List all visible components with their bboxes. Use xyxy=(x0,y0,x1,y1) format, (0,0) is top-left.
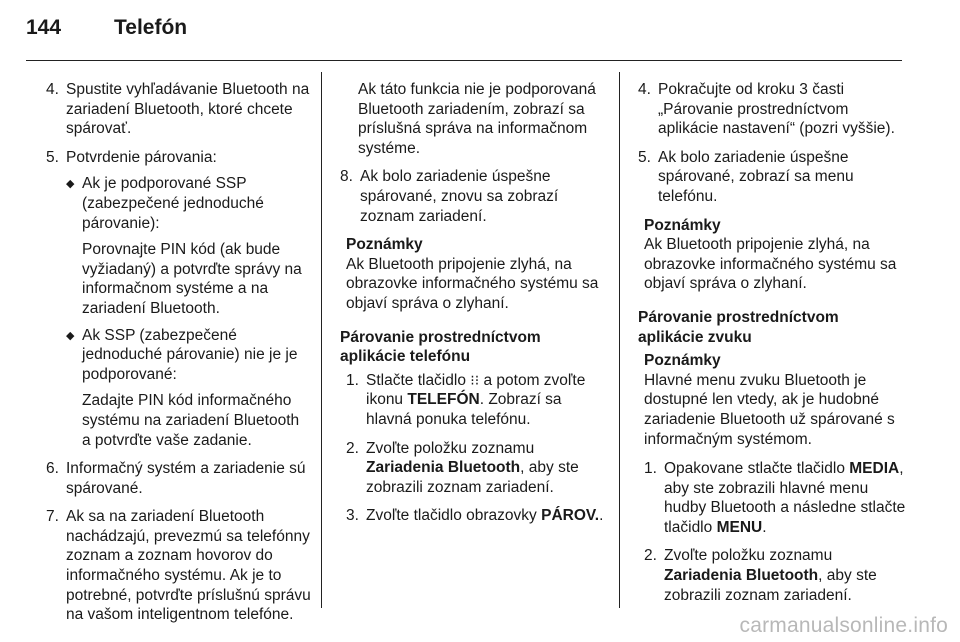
audio-step-2: 2. Zvoľte položku zoznamu Zariadenia Bluetooth, aby ste zobrazili zoznam zariadení. xyxy=(644,547,877,604)
section-title-phone-app: Párovanie prostredníctvom aplikácie telefónu xyxy=(340,328,541,366)
page-header xyxy=(26,18,187,48)
section-title-audio-app: Párovanie prostredníctvom aplikácie zvuku xyxy=(638,308,839,346)
step-7: 7. Ak sa na zariadení Bluetooth nachádzajú, prevezmú sa telefónny zoznam a zoznam hovorov do informačného systému. Ak je to potrebné, potvrďte príslušnú správu na vašom inteligentnom telefóne. xyxy=(46,508,311,624)
column-2 xyxy=(340,80,608,535)
column-divider-1 xyxy=(321,72,322,608)
step-6: 6. Informačný systém a zariadenie sú spárované. xyxy=(46,460,306,497)
home-grid-icon: ⁝⁝ xyxy=(470,371,480,388)
phone-step-2: 2. Zvoľte položku zoznamu Zariadenia Bluetooth, aby ste zobrazili zoznam zariadení. xyxy=(346,439,579,496)
audio-step-1: 1. Opakovane stlačte tlačidlo MEDIA, aby ste zobrazili hlavné menu hudby Bluetooth a následne stlačte tlačidlo MENU. xyxy=(644,460,906,536)
diamond-bullet-icon: ◆ xyxy=(66,329,75,342)
column-3 xyxy=(638,80,906,614)
phone-step-3: 3. Zvoľte tlačidlo obrazovky PÁROV.. xyxy=(346,507,604,525)
header-rule xyxy=(26,60,902,61)
note-audio: Poznámky Hlavné menu zvuku Bluetooth je dostupné len vtedy, ak je hudobné zariadenie Bluetooth už spárované s informačným systémom. xyxy=(644,352,895,448)
bullet-ssp-supported: ◆ Ak je podporované SSP (zabezpečené jednoduché párovanie): Porovnajte PIN kód (ak bude vyžiadaný) a potvrďte správy na informačnom systéme a na zariadení Bluetooth. xyxy=(66,175,302,317)
column-1 xyxy=(46,80,312,634)
note: Poznámky Ak Bluetooth pripojenie zlyhá, na obrazovke informačného systému sa objaví správa o zlyhaní. xyxy=(644,216,897,293)
page-number: 144 xyxy=(26,16,62,39)
note: Poznámky Ak Bluetooth pripojenie zlyhá, na obrazovke informačného systému sa objaví správa o zlyhaní. xyxy=(346,236,599,312)
step-8: 8. Ak bolo zariadenie úspešne spárované, znovu sa zobrazí zoznam zariadení. xyxy=(340,168,559,225)
column-divider-2 xyxy=(619,72,620,608)
phone-step-5: 5. Ak bolo zariadenie úspešne spárované, zobrazí sa menu telefónu. xyxy=(638,148,854,205)
step-5: 5. Potvrdenie párovania: ◆ Ak je podporované SSP (zabezpečené jednoduché párovanie): Porovnajte PIN kód (ak bude vyžiadaný) a potvrďte správy na informačnom systéme a na zariadení Bluetooth. ◆ Ak SSP (zabezpečené jednoduché párovanie) nie je je podporované: Zadajte PIN kód informačného systému na zariadení Bluetooth a potvrďte vaše zadanie. xyxy=(46,148,312,450)
diamond-bullet-icon: ◆ xyxy=(66,178,75,191)
step-4: 4. Spustite vyhľadávanie Bluetooth na zariadení Bluetooth, ktoré chcete spárovať. xyxy=(46,81,310,138)
phone-step-4: 4. Pokračujte od kroku 3 časti „Párovanie prostredníctvom aplikácie nastavení“ (pozri vyššie). xyxy=(638,81,895,138)
page-title: Telefón xyxy=(114,16,188,39)
phone-step-1: 1. Stlačte tlačidlo ⁝⁝ a potom zvoľte ikonu TELEFÓN. Zobrazí sa hlavná ponuka telefónu. xyxy=(346,371,586,428)
bullet-ssp-unsupported: ◆ Ak SSP (zabezpečené jednoduché párovanie) nie je je podporované: Zadajte PIN kód informačného systému na zariadení Bluetooth a potvrďte vaše zadanie. xyxy=(66,326,300,449)
step-7-continuation: Ak táto funkcia nie je podporovaná Bluetooth zariadením, zobrazí sa príslušná správa na informačnom systéme. xyxy=(358,81,596,157)
watermark: carmanualsonline.info xyxy=(739,614,948,638)
